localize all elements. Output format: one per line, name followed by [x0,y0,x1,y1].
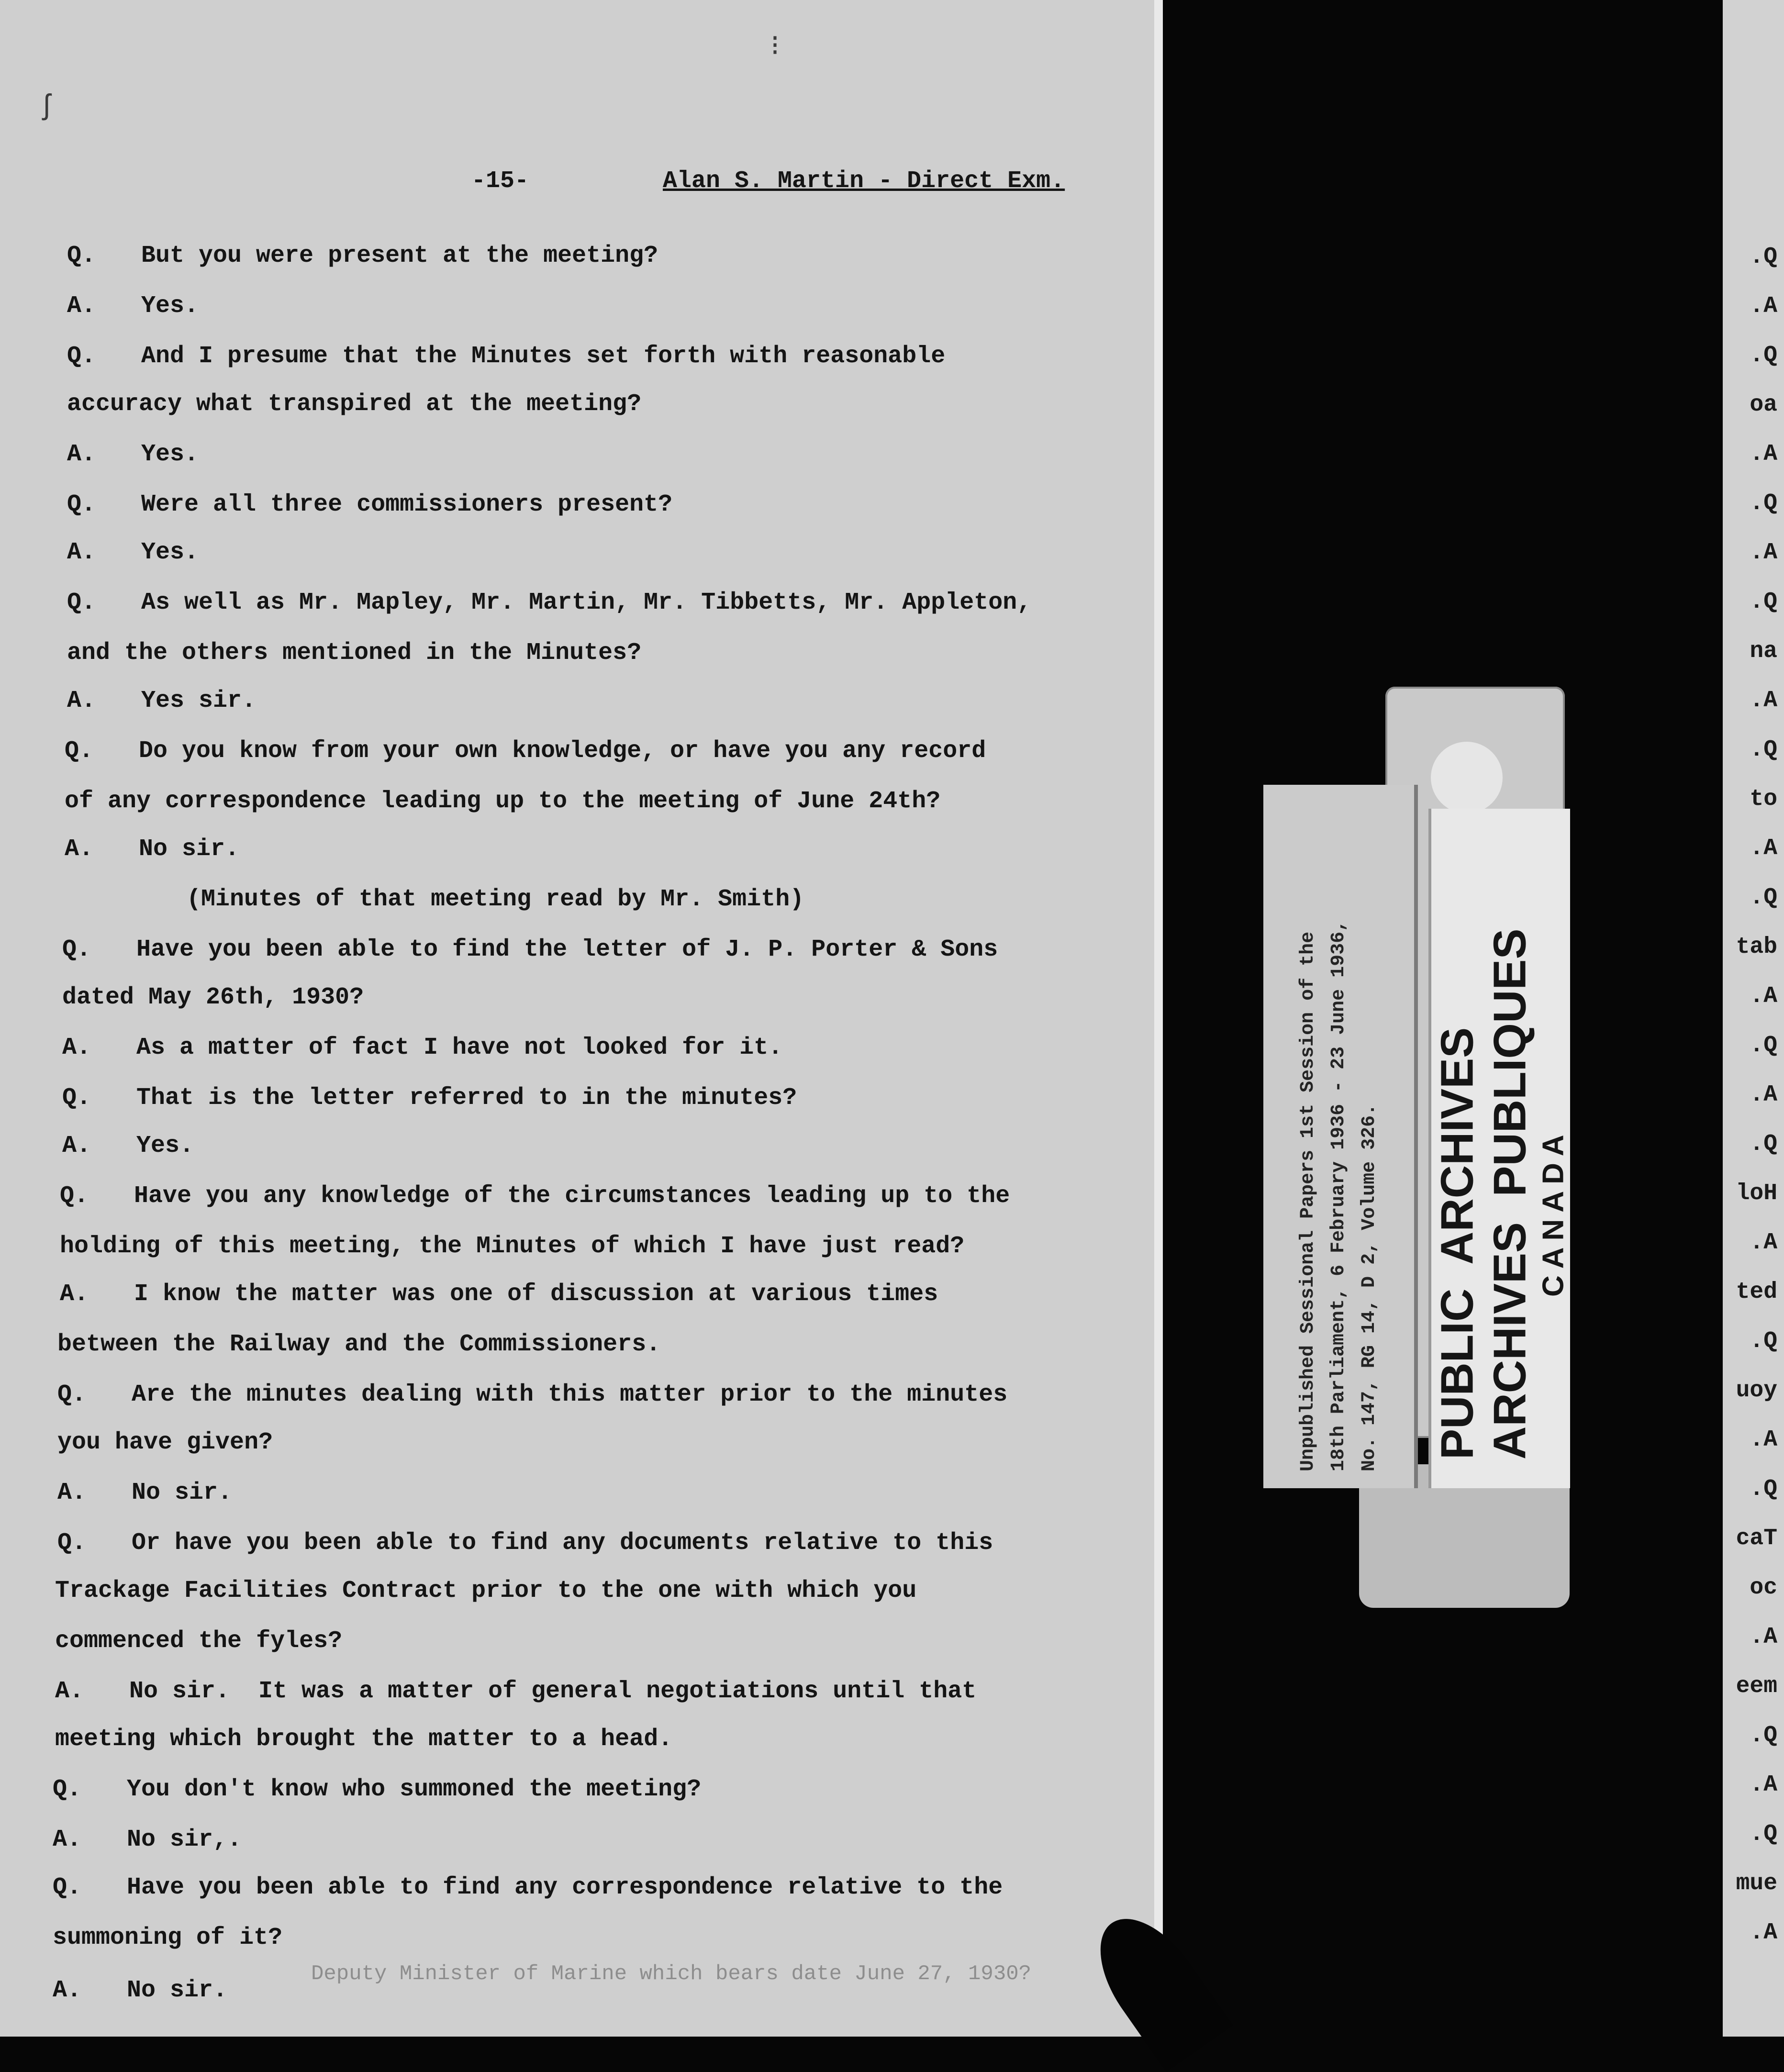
transcript-line: accuracy what transpired at the meeting? [67,390,642,418]
adjacent-page-fragment: .Q [1750,1033,1777,1058]
transcript-speaker: Q. [57,1381,87,1408]
transcript-line: As a matter of fact I have not looked for it. [136,1034,783,1061]
transcript-speaker: A. [55,1678,84,1705]
transcript-line: As well as Mr. Mapley, Mr. Martin, Mr. Tibbetts, Mr. Appleton, [141,589,1032,616]
archive-tag-pin [1431,742,1503,813]
transcript-line: No sir,. [127,1826,242,1853]
adjacent-page-fragment: na [1750,638,1777,664]
transcript-line: Yes. [141,292,199,320]
transcript-line: between the Railway and the Commissioners. [57,1331,661,1358]
transcript-speaker: Q. [62,1084,91,1112]
adjacent-page-fragment: tab [1736,934,1777,960]
adjacent-page-fragment: .Q [1750,1476,1777,1502]
transcript-speaker: A. [67,539,96,566]
page-mark-left: ʃ [38,91,56,123]
transcript-speaker: A. [57,1479,87,1506]
adjacent-page-fragment: .Q [1750,490,1777,516]
adjacent-page-fragment: .A [1750,688,1777,713]
transcript-speaker: A. [62,1132,91,1159]
transcript-line: Yes sir. [141,687,256,714]
adjacent-page-fragment: to [1750,786,1777,812]
transcript-speaker: A. [53,1977,82,2004]
transcript-speaker: Q. [57,1529,87,1557]
adjacent-page-fragment: eem [1736,1673,1777,1699]
archive-label-french: ARCHIVES PUBLIQUES [1484,928,1536,1459]
transcript-line: Have you been able to find any correspondence relative to the [127,1874,1003,1901]
transcript-speaker: A. [53,1826,82,1853]
transcript-speaker: A. [65,835,94,863]
transcript-speaker: A. [67,292,96,320]
adjacent-page-fragment: .Q [1750,1821,1777,1847]
transcript-line: Have you any knowledge of the circumstances leading up to the [134,1182,1010,1210]
transcript-line: No sir. It was a matter of general negotiations until that [129,1678,977,1705]
adjacent-page-fragment: .Q [1750,589,1777,615]
adjacent-page-fragment: ted [1736,1279,1777,1305]
transcript-speaker: Q. [53,1776,82,1803]
transcript-speaker: A. [67,687,96,714]
transcript-speaker: A. [60,1281,89,1308]
adjacent-page-fragment: .A [1750,441,1777,467]
archive-note-line: No. 147, RG 14, D 2, Volume 326. [1358,1103,1380,1471]
transcript-speaker: Q. [53,1874,82,1901]
transcript-line: Yes. [141,539,199,566]
adjacent-page-fragment: .A [1750,293,1777,319]
transcript-line: dated May 26th, 1930? [62,984,364,1011]
transcript-line: Yes. [136,1132,194,1159]
transcript-speaker: Q. [65,737,94,765]
archive-note-line: Unpublished Sessional Papers 1st Session of the [1297,931,1319,1471]
transcript-line: Yes. [141,441,199,468]
transcript-speaker: Q. [67,491,96,518]
adjacent-page-fragment: .A [1750,1920,1777,1946]
transcript-line: Were all three commissioners present? [141,491,673,518]
archive-label-country: CANADA [1537,1128,1570,1297]
bleed-through-text: Deputy Minister of Marine which bears date June 27, 1930? [311,1962,1032,1986]
transcript-speaker: Q. [67,589,96,616]
transcript-line: Are the minutes dealing with this matter prior to the minutes [132,1381,1008,1408]
transcript-speaker: A. [62,1034,91,1061]
transcript-line: No sir. [139,835,240,863]
transcript-line: you have given? [57,1429,273,1456]
transcript-line: Or have you been able to find any documents relative to this [132,1529,993,1557]
adjacent-page-fragment: .Q [1750,885,1777,911]
archive-label-english: PUBLIC ARCHIVES [1431,1027,1483,1459]
transcript-line: That is the letter referred to in the minutes? [136,1084,797,1112]
adjacent-page-fragment: .Q [1750,737,1777,763]
transcript-line: No sir. [132,1479,233,1506]
adjacent-page-fragment: .Q [1750,1328,1777,1354]
transcript-line: and the others mentioned in the Minutes? [67,639,642,667]
adjacent-page-fragment: caT [1736,1526,1777,1551]
transcript-line: commenced the fyles? [55,1627,343,1655]
transcript-speaker: Q. [62,936,91,963]
transcript-line: Trackage Facilities Contract prior to the one with which you [55,1577,917,1604]
transcript-line: I know the matter was one of discussion at various times [134,1281,938,1308]
archive-reference-text [1293,802,1385,1471]
transcript-line: No sir. [127,1977,228,2004]
adjacent-page-fragment: .A [1750,1772,1777,1798]
adjacent-page-fragment: .A [1750,835,1777,861]
adjacent-page-fragment: mue [1736,1871,1777,1896]
adjacent-page-edge [1723,0,1784,2037]
transcript-speaker: Q. [60,1182,89,1210]
transcript-line: Do you know from your own knowledge, or have you any record [139,737,986,765]
transcript-speaker: Q. [67,343,96,370]
transcript-line: (Minutes of that meeting read by Mr. Smith) [187,886,804,913]
adjacent-page-fragment: .A [1750,1230,1777,1256]
transcript-speaker: Q. [67,242,96,269]
public-archives-stamp [1428,809,1570,1488]
adjacent-page-fragment: .Q [1750,1723,1777,1749]
archive-note-line: 18th Parliament, 6 February 1936 - 23 June 1936, [1327,920,1349,1471]
page-header [0,167,1163,206]
adjacent-page-fragment: loH [1736,1181,1777,1206]
page-mark-top: ⁝ [770,32,780,64]
transcript-line: Have you been able to find the letter of J. P. Porter & Sons [136,936,998,963]
adjacent-page-fragment: oa [1750,392,1777,418]
public-archives-stamp-text [1431,809,1571,1488]
archive-reference-slip [1263,785,1414,1488]
transcript-line: But you were present at the meeting? [141,242,658,269]
transcript-line: And I presume that the Minutes set forth with reasonable [141,343,946,370]
adjacent-page-fragment: .Q [1750,244,1777,270]
adjacent-page-fragment: uoy [1736,1378,1777,1404]
transcript-line: holding of this meeting, the Minutes of which I have just read? [60,1233,965,1260]
page-title: Alan S. Martin - Direct Exm. [663,167,1065,195]
transcript-line: You don't know who summoned the meeting? [127,1776,702,1803]
adjacent-page-fragment: .A [1750,983,1777,1009]
transcript-line: summoning of it? [53,1924,283,1951]
adjacent-page-fragment: oc [1750,1575,1777,1601]
adjacent-page-fragment: .A [1750,1082,1777,1108]
transcript-speaker: A. [67,441,96,468]
adjacent-page-fragment: .Q [1750,1131,1777,1157]
adjacent-page-fragment: .A [1750,540,1777,566]
page-number: -15- [471,167,529,195]
adjacent-page-fragment: .A [1750,1624,1777,1650]
adjacent-page-fragment: .A [1750,1427,1777,1453]
transcript-line: of any correspondence leading up to the meeting of June 24th? [65,788,941,815]
adjacent-page-fragment: .Q [1750,343,1777,368]
transcript-line: meeting which brought the matter to a head. [55,1726,673,1753]
